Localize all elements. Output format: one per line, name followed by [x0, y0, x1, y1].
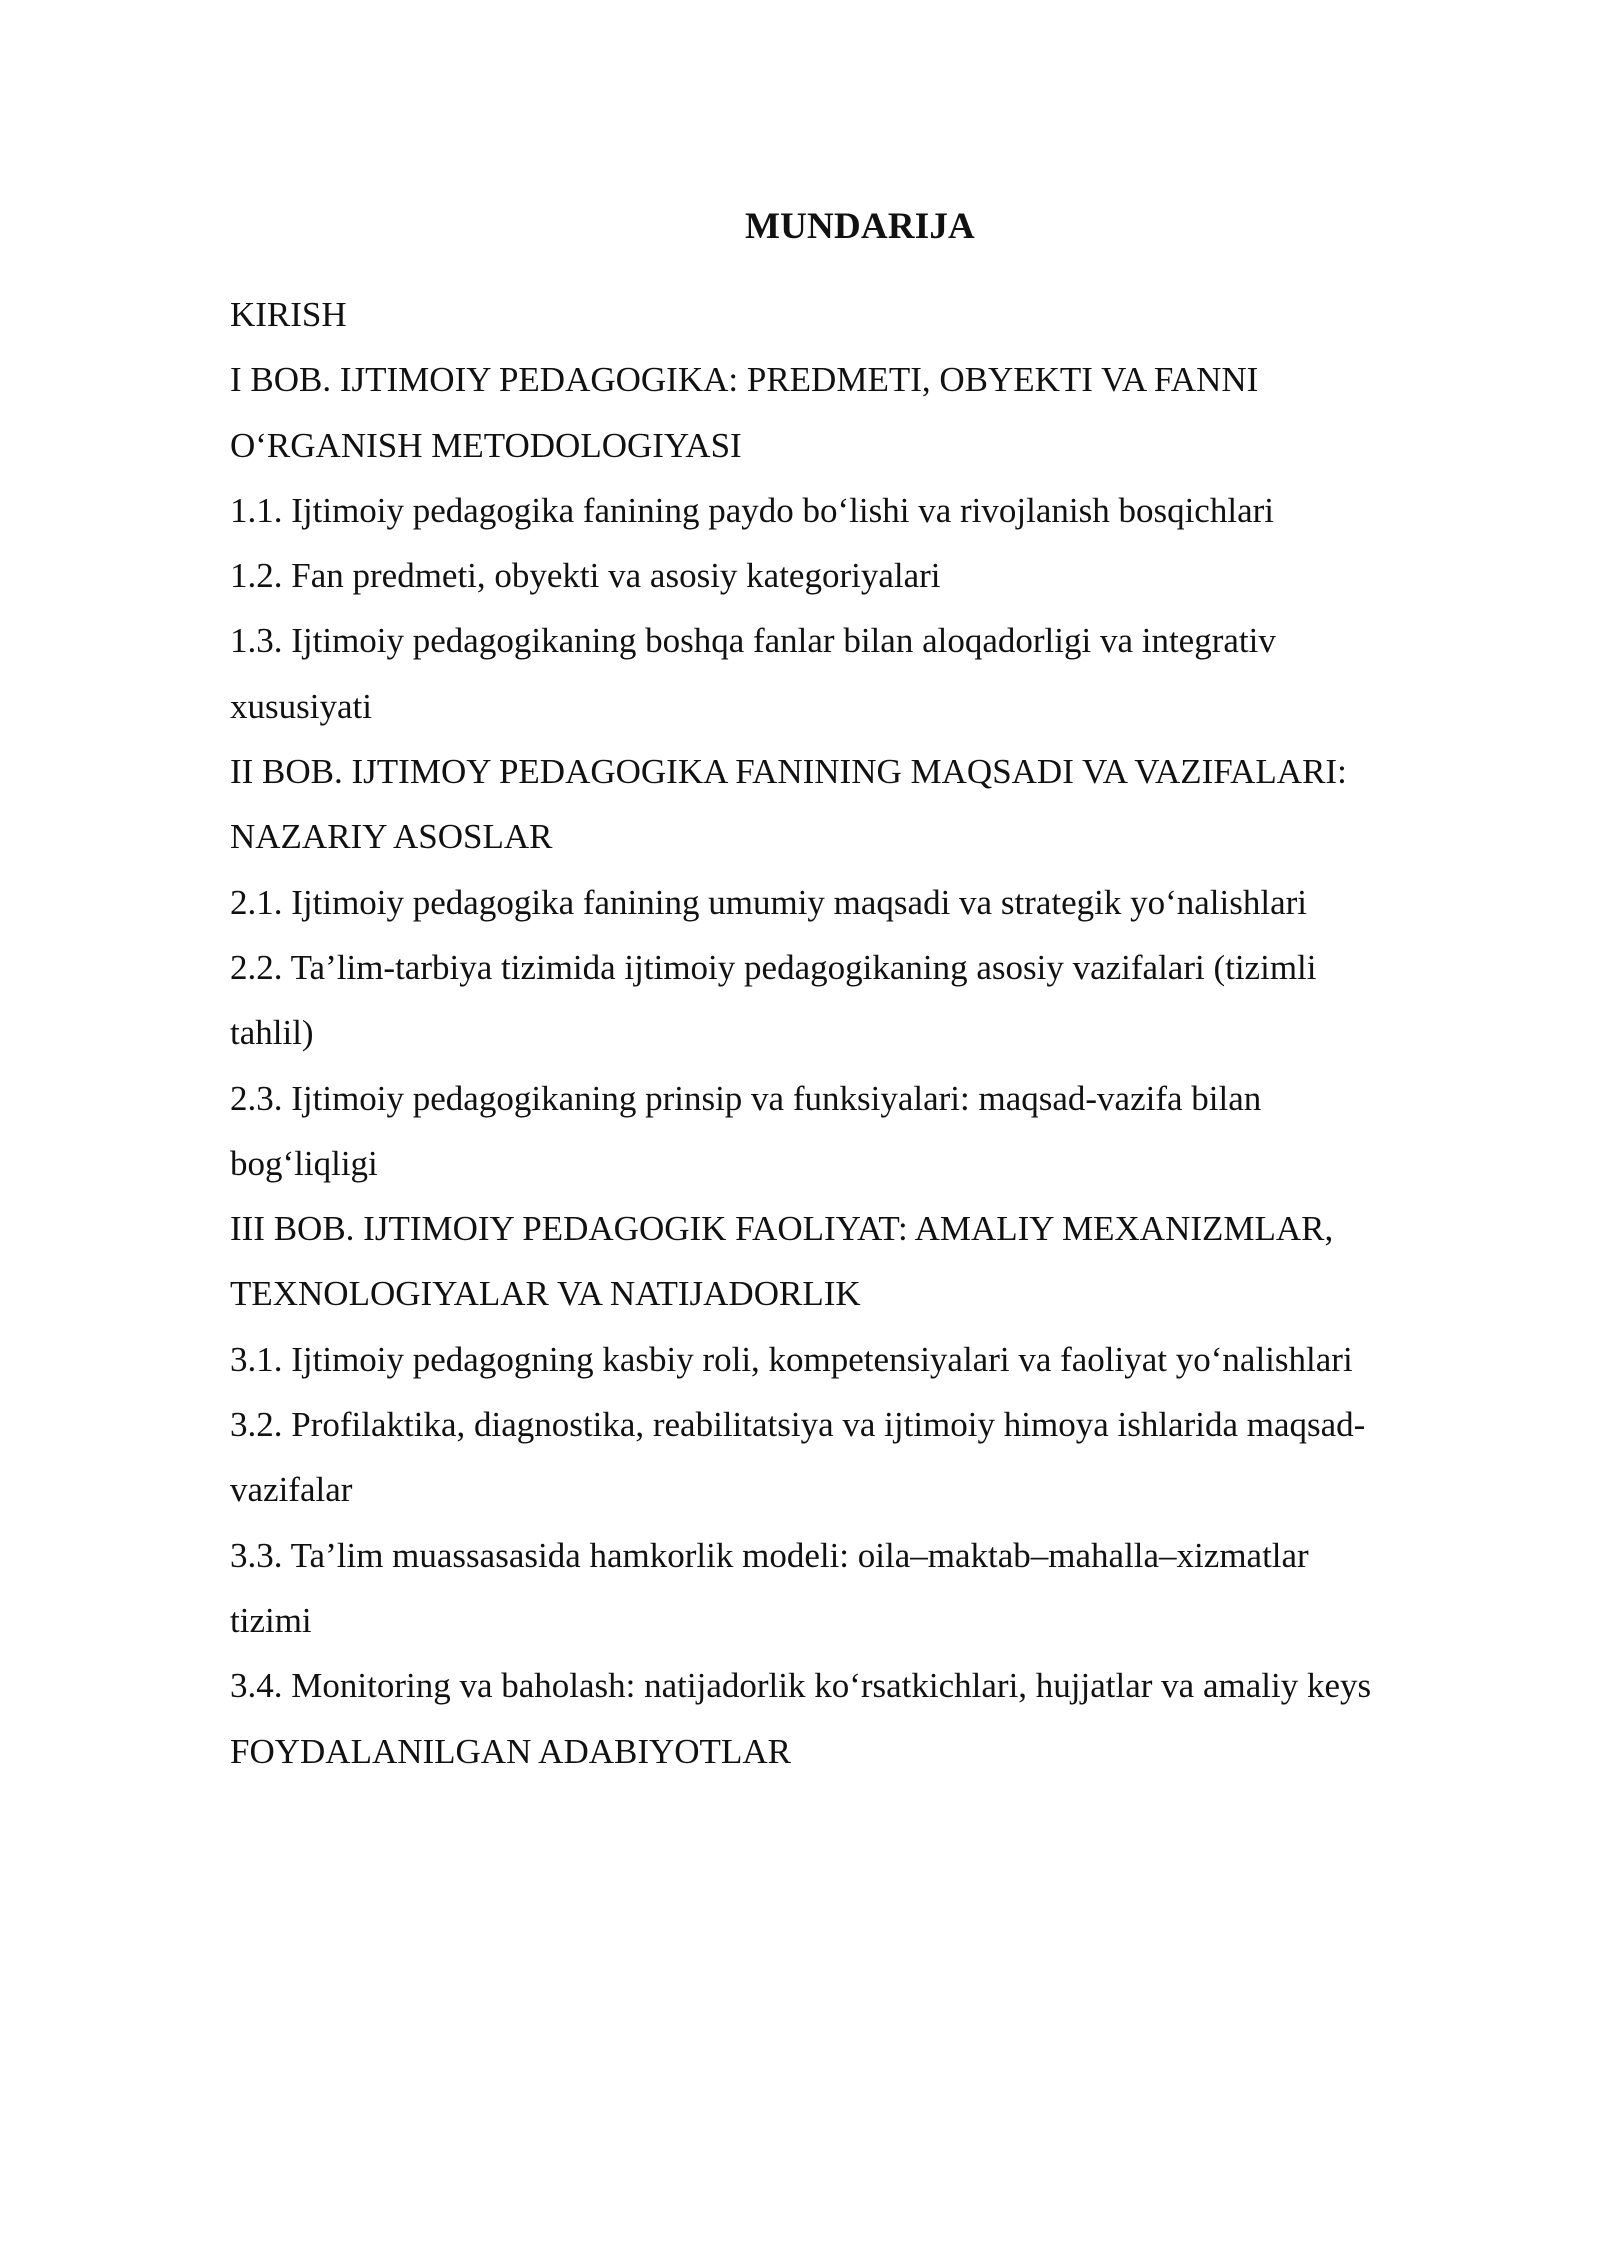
toc-line: 3.4. Monitoring va baholash: natijadorlik ko‘rsatkichlari, hujjatlar va amaliy keys: [230, 1666, 1372, 1706]
toc-line: 1.3. Ijtimoiy pedagogikaning boshqa fanlar bilan aloqadorligi va integrativ: [230, 621, 1276, 661]
toc-line: bog‘liqligi: [230, 1143, 378, 1183]
toc-line: tizimi: [230, 1600, 312, 1640]
toc-line: 3.1. Ijtimoiy pedagogning kasbiy roli, kompetensiyalari va faoliyat yo‘nalishlari: [230, 1339, 1353, 1379]
toc-line: III BOB. IJTIMOIY PEDAGOGIK FAOLIYAT: AMALIY MEXANIZMLAR,: [230, 1209, 1334, 1249]
toc-line: 2.2. Ta’lim-tarbiya tizimida ijtimoiy pedagogikaning asosiy vazifalari (tizimli: [230, 947, 1317, 987]
toc-line: 2.1. Ijtimoiy pedagogika fanining umumiy maqsadi va strategik yo‘nalishlari: [230, 882, 1308, 922]
toc-line: TEXNOLOGIYALAR VA NATIJADORLIK: [230, 1274, 861, 1314]
page-title: MUNDARIJA: [745, 206, 975, 247]
toc-line: KIRISH: [230, 295, 347, 334]
toc-line: II BOB. IJTIMOY PEDAGOGIKA FANINING MAQSADI VA VAZIFALARI:: [230, 752, 1347, 792]
toc-line: 2.3. Ijtimoiy pedagogikaning prinsip va funksiyalari: maqsad-vazifa bilan: [230, 1078, 1262, 1118]
table-of-contents: [230, 282, 1480, 1784]
toc-line: O‘RGANISH METODOLOGIYASI: [230, 425, 742, 465]
toc-line: 3.2. Profilaktika, diagnostika, reabilitatsiya va ijtimoiy himoya ishlarida maqsad-: [230, 1405, 1366, 1445]
toc-line: tahlil): [230, 1013, 314, 1053]
toc-line: vazifalar: [230, 1470, 353, 1510]
toc-line: xususiyati: [230, 686, 372, 726]
toc-line: 1.2. Fan predmeti, obyekti va asosiy kategoriyalari: [230, 556, 941, 596]
toc-line: I BOB. IJTIMOIY PEDAGOGIKA: PREDMETI, OBYEKTI VA FANNI: [230, 360, 1259, 400]
toc-line: FOYDALANILGAN ADABIYOTLAR: [230, 1731, 791, 1771]
toc-line: 3.3. Ta’lim muassasasida hamkorlik modeli: oila–maktab–mahalla–xizmatlar: [230, 1535, 1309, 1575]
toc-line: NAZARIY ASOSLAR: [230, 817, 553, 857]
toc-line: 1.1. Ijtimoiy pedagogika fanining paydo bo‘lishi va rivojlanish bosqichlari: [230, 490, 1274, 530]
